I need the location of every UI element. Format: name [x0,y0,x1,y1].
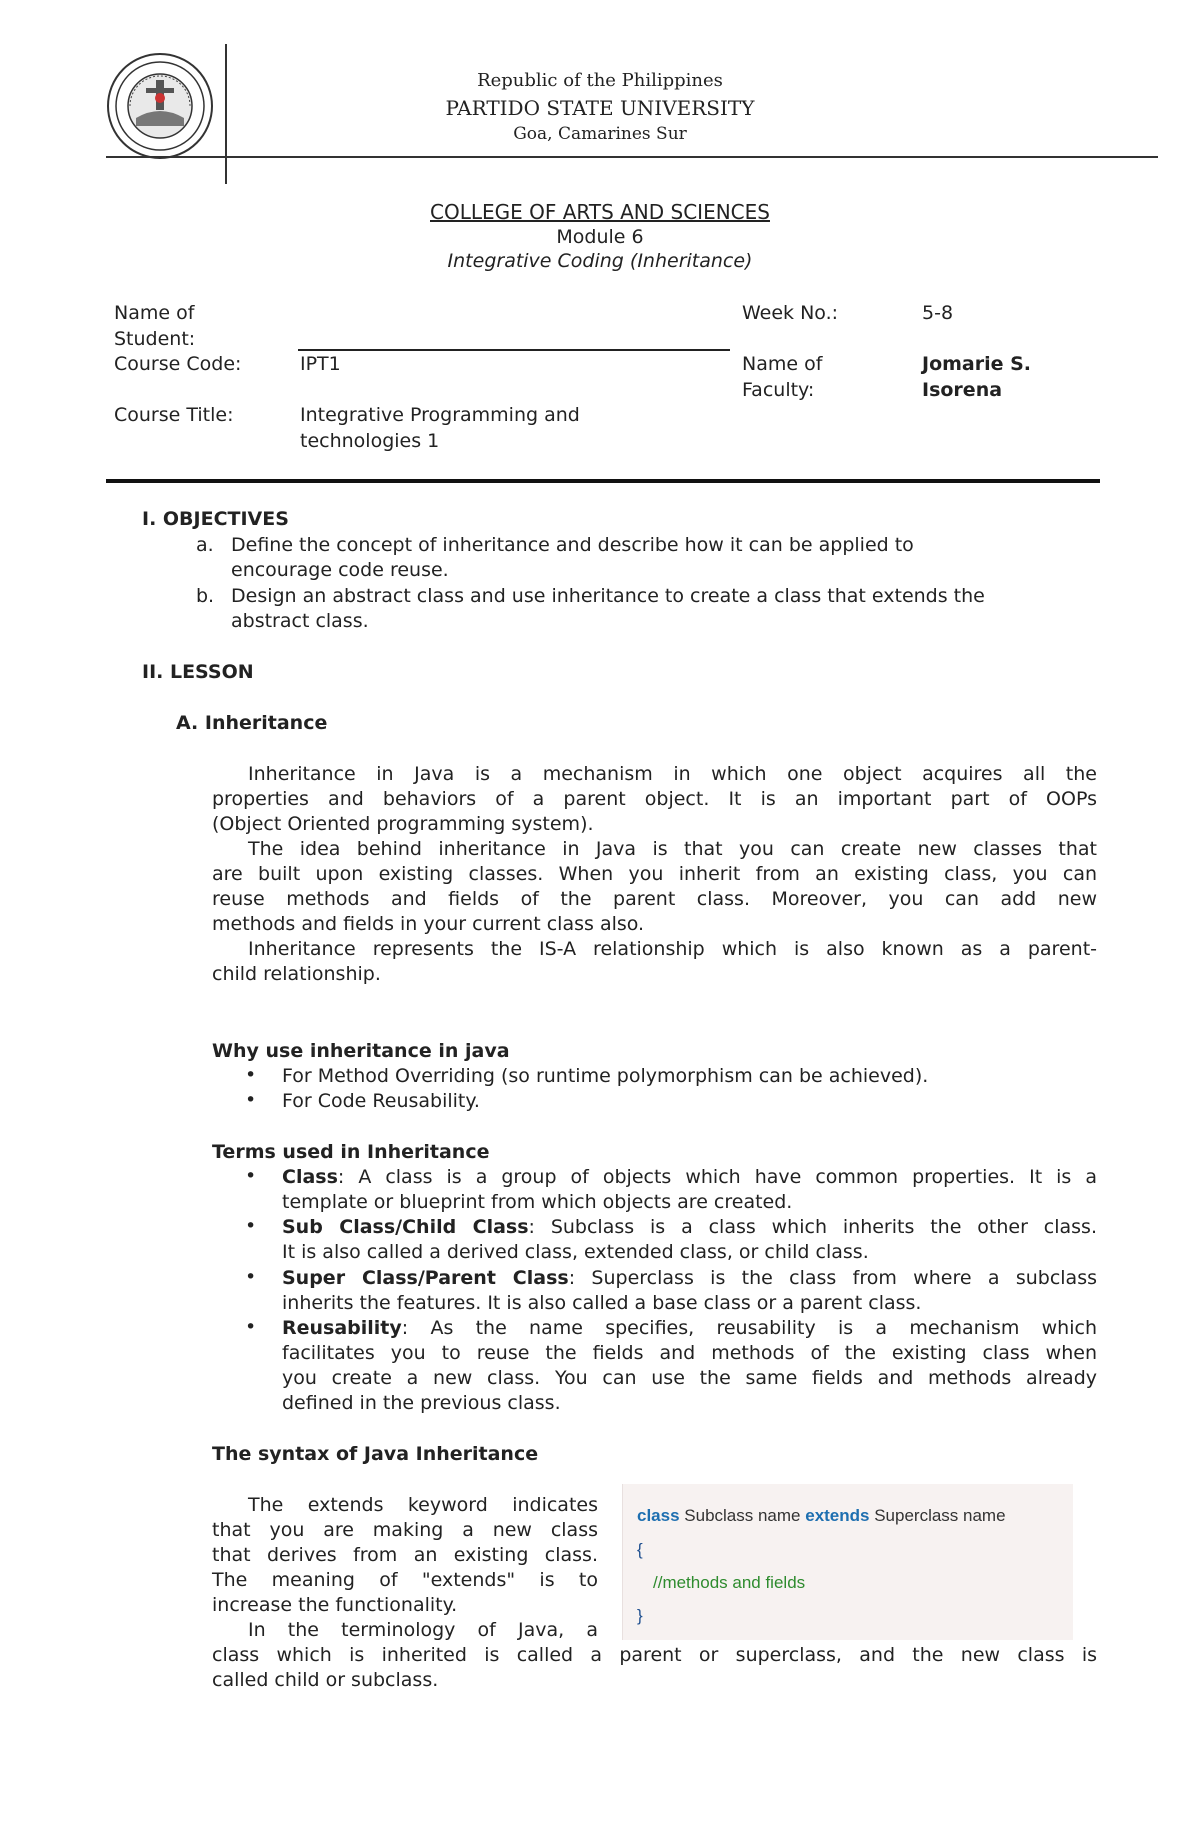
syntax-text-line6: In the terminology of Java, a [248,1619,598,1641]
term-reuse-line1: Reusability: As the name specifies, reusability is a mechanism which [282,1317,1097,1339]
header-horizontal-divider [106,156,1158,158]
syntax-text-line3: that derives from an existing class. [212,1544,598,1566]
code-line-declaration [637,1506,1006,1526]
week-value: 5-8 [922,302,954,324]
objective-b-marker: b. [196,585,215,607]
syntax-text-line5: increase the functionality. [212,1594,458,1616]
bullet-icon: • [245,1215,257,1237]
syntax-text-line8: called child or subclass. [212,1669,439,1691]
term-class-line1: Class: A class is a group of objects which have common properties. It is a [282,1166,1097,1188]
code-snippet-box [622,1484,1073,1640]
bullet-icon: • [245,1064,257,1086]
university-name: PARTIDO STATE UNIVERSITY [445,96,755,120]
bullet-icon: • [245,1165,257,1187]
section-divider [106,479,1100,483]
university-location: Goa, Camarines Sur [513,124,687,144]
code-keyword-class: class [637,1506,680,1525]
syntax-text-line1: The extends keyword indicates [248,1494,598,1516]
course-title-label: Course Title: [114,404,234,426]
objective-a-line2: encourage code reuse. [231,559,449,581]
term-reuse-line4: defined in the previous class. [282,1392,561,1414]
syntax-text-line7: class which is inherited is called a parent or superclass, and the new class is [212,1644,1097,1666]
objective-a-marker: a. [196,534,214,556]
objective-a-line1: Define the concept of inheritance and describe how it can be applied to [231,534,914,556]
syntax-text-line4: The meaning of "extends" is to [212,1569,598,1591]
bullet-icon: • [245,1089,257,1111]
college-name: COLLEGE OF ARTS AND SCIENCES [430,200,770,224]
code-keyword-extends: extends [805,1506,870,1525]
course-code-value: IPT1 [300,353,341,375]
term-class-line2: template or blueprint from which objects are created. [282,1191,793,1213]
syntax-text-line2: that you are making a new class [212,1519,598,1541]
bullet-icon: • [245,1266,257,1288]
code-close-brace: } [637,1606,643,1625]
module-title: Integrative Coding (Inheritance) [447,250,753,272]
term-subclass-line1: Sub Class/Child Class: Subclass is a class which inherits the other class. [282,1216,1097,1238]
code-subclass-name: Subclass name [679,1506,806,1525]
term-superclass-line2: inherits the features. It is also called a base class or a parent class. [282,1292,922,1314]
name-of-student-label: Name of Student: [114,302,196,350]
faculty-label: Name of Faculty: [742,353,823,401]
course-title-value: Integrative Programming and technologies 1 [300,404,580,452]
para1-line3: (Object Oriented programming system). [212,813,594,835]
para1-line1: Inheritance in Java is a mechanism in which one object acquires all the [248,763,1097,785]
term-reuse-line2: facilitates you to reuse the fields and methods of the existing class when [282,1342,1097,1364]
code-open-brace: { [637,1540,643,1559]
term-reuse-line3: you create a new class. You can use the same fields and methods already [282,1367,1097,1389]
module-number: Module 6 [556,226,644,248]
terms-heading: Terms used in Inheritance [212,1141,490,1163]
para2-line2: are built upon existing classes. When you inherit from an existing class, you can [212,863,1097,885]
objective-b-line1: Design an abstract class and use inheritance to create a class that extends the [231,585,985,607]
code-superclass-name: Superclass name [869,1506,1006,1525]
para3-line2: child relationship. [212,963,381,985]
para2-line1: The idea behind inheritance in Java is that you can create new classes that [248,838,1097,860]
objective-b-line2: abstract class. [231,610,369,632]
week-label: Week No.: [742,302,839,324]
objectives-heading: I. OBJECTIVES [142,508,289,530]
term-superclass-line1: Super Class/Parent Class: Superclass is the class from where a subclass [282,1267,1097,1289]
inheritance-heading: A. Inheritance [176,712,328,734]
why-item-2: For Code Reusability. [282,1090,480,1112]
republic-text: Republic of the Philippines [477,70,723,91]
code-comment: //methods and fields [653,1573,806,1592]
para2-line4: methods and fields in your current class also. [212,913,645,935]
why-item-1: For Method Overriding (so runtime polymorphism can be achieved). [282,1065,929,1087]
student-name-field[interactable] [298,349,730,351]
why-heading: Why use inheritance in java [212,1040,510,1062]
course-code-label: Course Code: [114,353,242,375]
faculty-name: Jomarie S. Isorena [922,353,1032,401]
syntax-heading: The syntax of Java Inheritance [212,1443,539,1465]
para3-line1: Inheritance represents the IS-A relationship which is also known as a parent- [248,938,1097,960]
bullet-icon: • [245,1316,257,1338]
para2-line3: reuse methods and fields of the parent class. Moreover, you can add new [212,888,1097,910]
para1-line2: properties and behaviors of a parent object. It is an important part of OOPs [212,788,1097,810]
term-subclass-line2: It is also called a derived class, extended class, or child class. [282,1241,869,1263]
lesson-heading: II. LESSON [142,661,254,683]
